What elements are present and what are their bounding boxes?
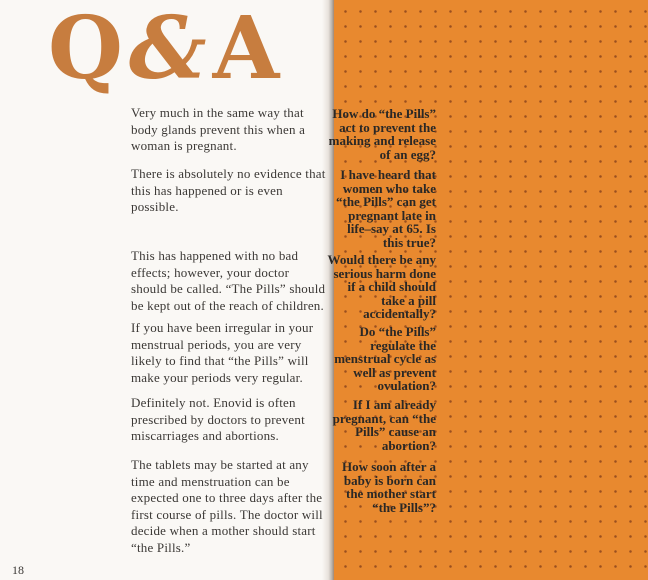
answer-5: Definitely not. Enovid is often prescribed by doctors to prevent miscarriages and abortions. xyxy=(131,395,305,443)
answer-6: The tablets may be started at any time and menstruation can be expected one to three days after the first course of pills. The doctor will decide when a mother should start “the Pills.” xyxy=(131,457,323,555)
answer-3: This has happened with no bad effects; however, your doctor should be called. “The Pills” should be kept out of the reach of children. xyxy=(131,248,326,313)
title-ampersand: & xyxy=(128,0,209,99)
question-6: How soon after a baby is born can the mother start “the Pills”? xyxy=(341,459,436,515)
question-4: Do “the Pills” regulate the menstrual cycle as well as prevent ovulation? xyxy=(334,324,436,393)
page-number: 18 xyxy=(12,563,24,577)
question-3: Would there be any serious harm done if a child should take a pill accidentally? xyxy=(327,252,436,321)
question-2: I have heard that women who take “the Pills” can get pregnant late in life–say at 65. Is this true? xyxy=(335,167,436,250)
question-5: If I am already pregnant, can “the Pills” cause an abortion? xyxy=(332,397,436,453)
question-1: How do “the Pills” act to prevent the making and release of an egg? xyxy=(328,106,436,162)
title-q: Q xyxy=(48,0,125,99)
page-title xyxy=(48,0,288,99)
answer-4: If you have been irregular in your menstrual periods, you are very likely to find that “the Pills” will make your periods very regular. xyxy=(131,320,314,385)
title-a: A xyxy=(212,0,282,99)
answer-2: There is absolutely no evidence that this has happened or is even possible. xyxy=(131,166,326,214)
answer-1: Very much in the same way that body glands prevent this when a woman is pregnant. xyxy=(131,105,306,153)
